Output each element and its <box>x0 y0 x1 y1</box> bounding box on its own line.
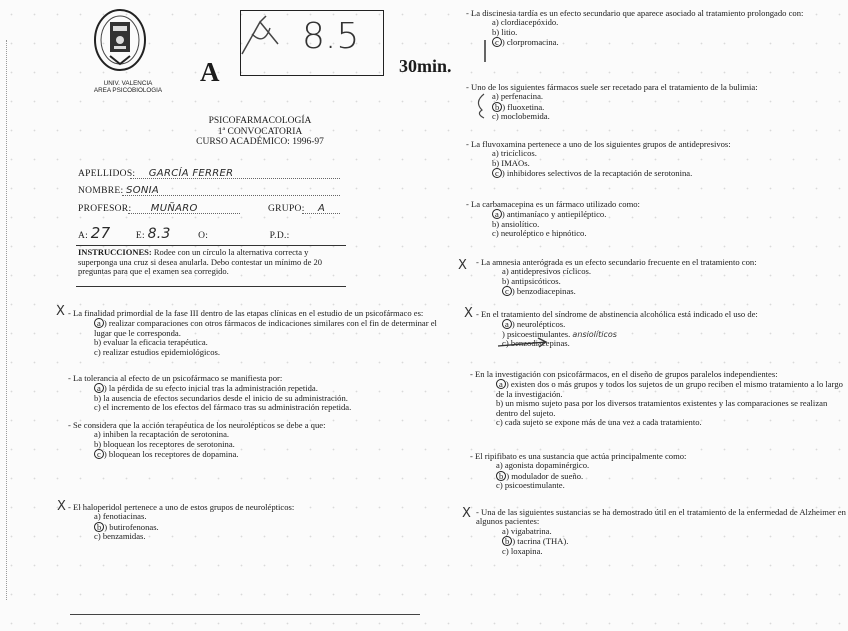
option-text: ) clorpromacina. <box>501 37 559 48</box>
question-option[interactable]: c) el incremento de los efectos del fármaco tras su administración repetida. <box>94 402 352 413</box>
question-option[interactable]: c) realizar estudios epidemiológicos. <box>94 346 220 357</box>
o-label: O: <box>198 231 209 241</box>
e-value: 8.3 <box>147 226 171 242</box>
right-question-8 <box>470 452 846 491</box>
exam-title-block <box>165 116 355 148</box>
question-stem: - La discinesia tardía es un efecto secundario que aparece asociado al tratamiento prolongado con: <box>466 8 804 18</box>
question-stem: - Uno de los siguientes fármacos suele ser recetado para el tratamiento de la bulimia: <box>466 82 758 92</box>
question-stem: - En el tratamiento del síndrome de abstinencia alcohólica está indicado el uso de: <box>476 309 758 319</box>
question-option[interactable]: c) benzodiacepinas. <box>502 338 570 349</box>
answer-circle: c <box>94 449 104 459</box>
answer-circle: b <box>94 522 104 532</box>
seal-icon <box>92 8 148 80</box>
cross-mark: X <box>464 306 473 321</box>
answer-circle: c <box>492 168 502 178</box>
left-question-3 <box>68 421 408 460</box>
option-text: ) psicoestimulantes. <box>502 328 571 339</box>
answer-circle: b <box>496 471 506 481</box>
a-label: A: <box>78 231 89 241</box>
left-question-2 <box>68 374 408 413</box>
question-option[interactable]: a) clordiacepóxido. <box>492 17 559 28</box>
option-text: ) modulador de sueño. <box>506 470 584 481</box>
cross-mark: X <box>458 258 467 273</box>
option-text: ) bloquean los receptores de dopamina. <box>103 449 239 460</box>
question-option[interactable]: b) la ausencia de efectos secundarios desde el inicio de su administración. <box>94 392 348 403</box>
page-bottom-rule <box>70 614 420 615</box>
question-stem: - El haloperidol pertenece a uno de estos grupos de neurolépticos: <box>68 502 295 512</box>
grupo-label: GRUPO: <box>268 204 305 214</box>
profesor-value: MUÑARO <box>150 203 198 214</box>
pd-label: P.D.: <box>269 231 290 241</box>
cross-mark: X <box>57 499 66 514</box>
score-row <box>78 224 348 242</box>
option-text: ) fluoxetina. <box>502 101 545 112</box>
margin-bracket-mark <box>470 90 490 120</box>
right-question-3 <box>466 140 846 179</box>
question-option[interactable] <box>68 318 456 338</box>
a-value: 27 <box>90 224 111 242</box>
question-stem: - El ripifibato es una sustancia que actúa principalmente como: <box>470 451 687 461</box>
option-text: ) existen dos o más grupos y todos los sujetos de un grupo reciben el mismo tratamiento a lo largo de la investigación. <box>496 379 843 399</box>
question-option[interactable]: c) moclobemida. <box>492 111 550 122</box>
instructions-block <box>78 248 348 277</box>
right-question-7 <box>470 370 846 427</box>
question-option[interactable]: a) fenotiacinas. <box>94 511 147 522</box>
left-question-4 <box>68 503 408 542</box>
question-stem: - En la investigación con psicofármacos, en el diseño de grupos paralelos independientes: <box>470 369 778 379</box>
option-text: ) realizar comparaciones con otros fármacos de indicaciones similares con el fin de determinar el lugar que le corresponda. <box>94 318 437 338</box>
margin-handwritten-note: ansiolíticos <box>572 329 617 339</box>
grupo-value: A <box>318 203 326 214</box>
question-option[interactable] <box>466 37 846 47</box>
answer-circle: c <box>502 286 512 296</box>
answer-circle: b <box>502 536 512 546</box>
answer-circle: a <box>492 209 502 219</box>
left-question-1 <box>68 309 456 357</box>
option-text: ) tacrina (THA). <box>512 536 569 547</box>
apellidos-label: APELLIDOS: <box>78 169 136 179</box>
exam-call: 1ª CONVOCATORIA <box>217 126 303 137</box>
answer-circle: a <box>94 318 104 328</box>
question-option[interactable] <box>68 449 408 459</box>
question-stem: - Se considera que la acción terapéutica de los neurolépticos se debe a que: <box>68 420 326 430</box>
right-question-1 <box>466 9 846 48</box>
university-seal <box>92 8 148 80</box>
nombre-value: SONIA <box>126 185 160 196</box>
answer-circle: a <box>502 319 512 329</box>
answer-circle: b <box>492 102 502 112</box>
question-option[interactable]: b) bloquean los receptores de serotonina. <box>94 438 235 449</box>
option-text: ) butirofenonas. <box>104 521 159 532</box>
question-option[interactable] <box>466 168 846 178</box>
university-name <box>88 80 168 94</box>
question-option[interactable]: b) un mismo sujeto pasa por los diversos tratamientos existentes y las comparaciones se realizan dentro del sujeto. <box>496 398 828 418</box>
instructions-rule-bottom <box>76 286 346 287</box>
instructions-label: INSTRUCCIONES: <box>78 247 152 257</box>
grupo-dots <box>302 213 340 214</box>
question-option[interactable] <box>470 379 846 399</box>
right-question-2 <box>466 83 846 122</box>
option-text: ) benzodiacepinas. <box>511 286 576 297</box>
arrow-mark <box>496 336 556 352</box>
e-label: E: <box>135 231 145 241</box>
instructions-text: Rodee con un círculo la alternativa correcta y superponga una cruz si desea anularla. Debo contestar un mínimo de 20 preguntas para que el examen sea corregido. <box>78 247 323 277</box>
profesor-label: PROFESOR: <box>78 204 132 214</box>
question-option[interactable]: c) neuroléptico e hipnótico. <box>492 228 587 239</box>
question-option[interactable]: b) IMAOs. <box>492 157 530 168</box>
question-option[interactable]: c) psicoestimulante. <box>496 480 565 491</box>
question-option[interactable]: a) perfenacina. <box>492 91 544 102</box>
right-question-5 <box>476 258 846 297</box>
instructions-rule <box>76 245 346 246</box>
apellidos-dots <box>130 178 340 179</box>
question-option[interactable]: b) evaluar la eficacia terapéutica. <box>94 337 208 348</box>
university-line2: AREA PSICOBIOLOGIA <box>93 87 163 94</box>
option-text: ) antimaníaco y antiepiléptico. <box>501 209 607 220</box>
exam-year: CURSO ACADÉMICO: 1996-97 <box>196 137 324 147</box>
exam-model-letter: A <box>200 57 220 87</box>
question-option[interactable]: a) agonista dopaminérgico. <box>496 460 590 471</box>
question-option[interactable]: c) loxapina. <box>502 545 543 556</box>
question-option[interactable]: b) antipsicóticos. <box>502 275 561 286</box>
question-option[interactable]: a) vigabatrina. <box>502 525 552 536</box>
answer-circle: a <box>94 383 104 393</box>
question-option[interactable] <box>476 286 846 296</box>
margin-dotted-line <box>6 40 7 600</box>
question-stem: - Una de las siguientes sustancias se ha demostrado útil en el tratamiento de la enfermedad de Alzheimer en algunos pacientes: <box>476 507 846 527</box>
question-option[interactable]: a) tricíclicos. <box>492 148 537 159</box>
answer-circle: c <box>492 37 502 47</box>
nombre-dots <box>122 195 340 196</box>
cross-mark: X <box>56 304 65 319</box>
university-line1: UNIV. VALENCIA <box>103 80 153 87</box>
question-option[interactable]: b) ansiolítico. <box>492 218 540 229</box>
cross-mark: X <box>462 506 471 521</box>
question-stem: - La fluvoxamina pertenece a uno de los siguientes grupos de antidepresivos: <box>466 139 731 149</box>
nombre-label: NOMBRE: <box>78 186 124 196</box>
question-option[interactable]: a) antidepresivos cíclicos. <box>502 266 592 277</box>
grade-hand-sketch <box>230 14 300 64</box>
duration: 30min. <box>399 56 452 76</box>
question-option[interactable]: c) benzamidas. <box>94 531 146 542</box>
question-stem: - La amnesia anterógrada es un efecto secundario frecuente en el tratamiento con: <box>476 257 757 267</box>
option-text: ) inhibidores selectivos de la recaptación de serotonina. <box>501 168 693 179</box>
question-stem: - La tolerancia al efecto de un psicofármaco se manifiesta por: <box>68 373 283 383</box>
profesor-dots <box>128 213 240 214</box>
question-option[interactable]: b) litio. <box>492 26 518 37</box>
apellidos-value: GARCÍA FERRER <box>148 168 234 179</box>
question-option[interactable]: c) cada sujeto se expone más de una vez a cada tratamiento. <box>496 417 702 428</box>
answer-circle: a <box>496 379 506 389</box>
question-stem: - La carbamacepina es un fármaco utilizado como: <box>466 199 640 209</box>
right-question-4 <box>466 200 846 239</box>
exam-title: PSICOFARMACOLOGÍA <box>208 116 312 126</box>
option-text: ) neurolépticos. <box>511 319 566 330</box>
question-option[interactable]: a) inhiben la recaptación de serotonina. <box>94 429 230 440</box>
margin-tick-mark <box>480 36 490 66</box>
question-stem: - La finalidad primordial de la fase III dentro de las etapas clínicas en el estudio de un psicofármaco es: <box>68 308 424 318</box>
right-question-9 <box>476 508 846 556</box>
option-text: ) la pérdida de su efecto inicial tras la administración repetida. <box>103 383 318 394</box>
grade-value: 8.5 <box>302 16 360 57</box>
